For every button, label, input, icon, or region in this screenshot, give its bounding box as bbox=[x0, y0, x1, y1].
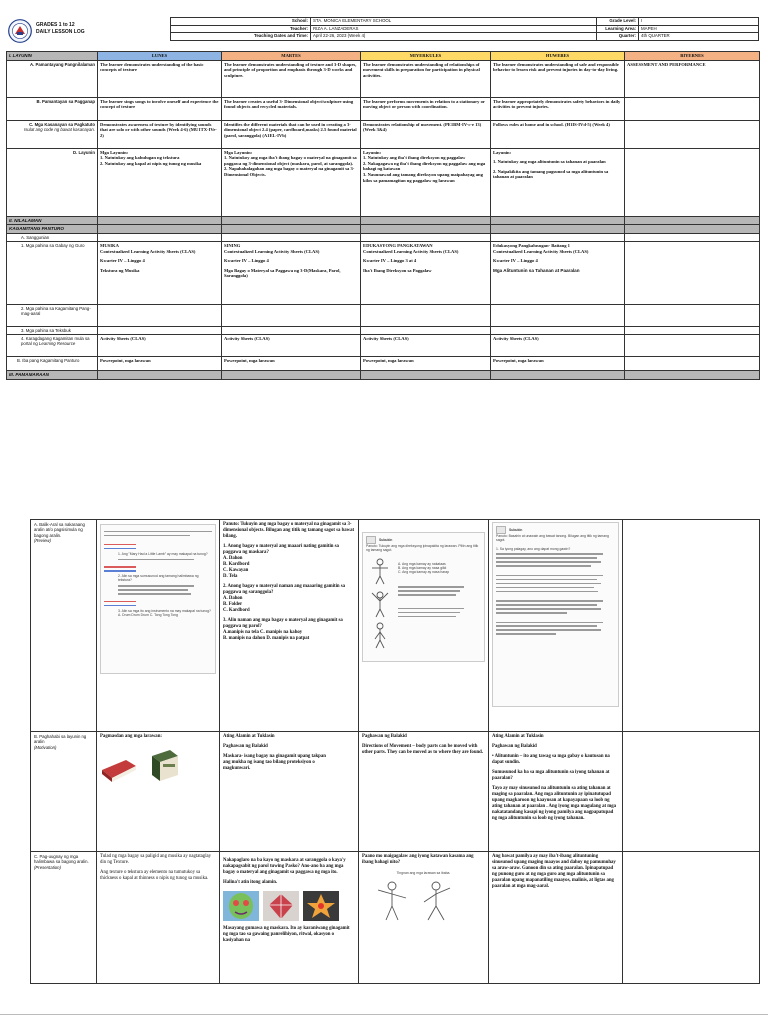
row-label-text: C. Pag-uugnay ng mga halimbawa sa bagong aralin. bbox=[34, 854, 89, 865]
area-label: Learning Area: bbox=[597, 25, 639, 33]
cell-biyernes bbox=[625, 148, 760, 216]
worksheet-option: C. Ang mga kamay ay nasa harap bbox=[398, 570, 450, 575]
row-label-note: Isulat ang code ng bawat kasanayan. bbox=[24, 126, 95, 132]
book-pictures bbox=[100, 748, 216, 782]
row-pamantayan-sa-pagganap bbox=[7, 97, 760, 120]
quiz-option: B. manipis na dahon D. manipis na patpat bbox=[223, 636, 310, 641]
cell-huwebes bbox=[491, 148, 625, 216]
day-lunes: LUNES bbox=[98, 52, 222, 61]
worksheet-title: Subukin bbox=[379, 537, 393, 542]
row-label-note: (Presentation) bbox=[34, 864, 61, 870]
row-label-note: (Motivation) bbox=[34, 744, 57, 750]
topic: Tekstura ng Musika bbox=[100, 267, 140, 273]
row-label-text: B. Paghahabi sa layunin ng aralin bbox=[34, 734, 87, 745]
topic: Mga Alituntunin sa Tahanan at Paaralan bbox=[493, 267, 580, 273]
quiz-question: 2. Anong bagay o materyal naman ang maaaring gamitin sa paggawa ng saranggola? bbox=[223, 584, 346, 595]
worksheet-question: 1. Ang "Mary Had a Little Lamb" ay may makapal na tunog? bbox=[118, 551, 208, 556]
cell-huwebes: Follows rules at home and in school. (H1IS-IVd-5) (Week 4) bbox=[491, 120, 625, 148]
section-pamamaraan: III. PAMAMARAAN bbox=[7, 371, 98, 380]
row-label bbox=[7, 335, 98, 357]
instruction: Pagmasdan ang mga larawan: bbox=[100, 734, 162, 739]
row-label: A. Sanggunian bbox=[7, 233, 98, 241]
cell-miyerkules bbox=[359, 732, 489, 852]
row-kagamitang-pang-mag-aaral bbox=[7, 304, 760, 326]
worksheet-thumbnail bbox=[492, 522, 619, 707]
procedure-table bbox=[30, 519, 760, 984]
subject: MUSIKA bbox=[100, 242, 119, 248]
row-label bbox=[31, 852, 97, 984]
objective-item: 3. Nauunawad ang tamang direksyon upang maipahayag ang kilos sa pamamagitan ng paggalaw ng larawan bbox=[363, 171, 483, 183]
day-header-row bbox=[7, 52, 760, 61]
row-review bbox=[31, 520, 760, 732]
day-huwebes: HUWEBES bbox=[491, 52, 625, 61]
worksheet-question: 2. Alin sa mga sumusunod ang tamang halimbawa ng tekstura? bbox=[118, 574, 199, 583]
cell-huwebes: Ang bawat pamilya ay may iba't-ibang alituntuning sinusunod upang maging maayos and dahoy ng pamumuhay sa araw-araw. Ganoon din sa ating paaralan. Ipinapatupad ng punong guro at ng mga guro ang mga alituntunin sa paaralan upang mapanatiling maayos, malinis, at ligtas ang paaralan at mga mag-aaral. bbox=[489, 852, 623, 984]
objective-title: Mga Layunin: bbox=[100, 149, 129, 155]
worksheet-text: Panuto: Basahin at unawain ang bawat tanong. Bilugan ang titik ng tamang sagot. bbox=[496, 534, 609, 543]
cell-huwebes: The learner demonstrates understanding of safe and responsible behavior to lessen risk and prevent injuries in day-to-day living. bbox=[491, 60, 625, 97]
cell-lunes bbox=[98, 148, 222, 216]
quiz-option: C. Kardbord bbox=[223, 608, 250, 613]
day-miyerkules: MIYERKULES bbox=[361, 52, 491, 61]
quiz-option: D. Tela bbox=[223, 574, 238, 579]
row-gabay-ng-guro bbox=[7, 241, 760, 304]
worksheet-text: Panuto: Tukuyin ang mga direksyong ipinapakita ng larawan. Piliin ang titik ng tamang sagot. bbox=[366, 544, 479, 553]
cell-martes bbox=[222, 241, 361, 304]
row-learning-resource bbox=[7, 335, 760, 357]
cell-martes bbox=[220, 852, 359, 984]
cell-biyernes bbox=[623, 732, 760, 852]
cell-huwebes: The learner appropriately demonstrates safety behaviors in daily activities to prevent injuries. bbox=[491, 97, 625, 120]
heading: Ating Alamin at Tuklasin bbox=[223, 734, 275, 739]
definition: • Alituntunin – ito ang tawag sa mga gabay o kautusan na dapat sundin. bbox=[492, 754, 610, 765]
row-label: 1. Mga pahina sa Gabay ng Guro bbox=[7, 241, 98, 304]
book-icon bbox=[366, 536, 376, 544]
row-label bbox=[7, 120, 98, 148]
cell-huwebes: Powerpoint, mga larawan bbox=[491, 357, 625, 371]
row-label-text: 4. Karagdagang Kagamitan mula sa portal ng bbox=[21, 336, 90, 347]
paragraph: Nakapaglaro na ba kayo ng maskara at saranggola o kaya'y nakapagsabit ng parol tuwing Pasko? Ano-ano ba ang mga bagay o materyal ang ginagamit sa paggawa ng mga ito. bbox=[223, 858, 346, 875]
teacher-label: Teacher: bbox=[171, 25, 311, 33]
grade-label: Grade Level: bbox=[597, 18, 639, 26]
cell-miyerkules: Demonstrates relationship of movement. (PE1BM-IV-c-e 13) (Week 3&4) bbox=[361, 120, 491, 148]
paragraph: Ang texture o tekstura ay elemento na tumutukoy sa thickness o kapal at thinness o nipis ng tunog sa musika. bbox=[100, 870, 209, 881]
week: Kwarter IV – Linggo 4 bbox=[100, 258, 145, 264]
quiz-option: B. Folder bbox=[223, 602, 243, 607]
objective-title: Layunin: bbox=[363, 149, 382, 155]
cell-miyerkules: Activity Sheets (CLAS) bbox=[361, 335, 491, 357]
clas: Contextualized Learning Activity Sheets (CLAS) bbox=[224, 248, 320, 254]
worksheet-question: 1. Sa iyong palagay, ano ang dapat mong gawin? bbox=[496, 546, 571, 551]
question: Paano mo maigagalaw ang iyong katawan kasama ang ibang bahagi nito? bbox=[362, 854, 474, 865]
cell-lunes: The learner demonstrates understanding of the basic concepts of texture bbox=[98, 60, 222, 97]
row-label bbox=[31, 732, 97, 852]
row-kasanayan-sa-pagkatuto bbox=[7, 120, 760, 148]
grade-value: I bbox=[639, 18, 759, 26]
cell-lunes: The learner sings songs to involve oneself and experience the concept of texture bbox=[98, 97, 222, 120]
row-teksbuk bbox=[7, 326, 760, 334]
section-nilalaman: II. NILALAMAN bbox=[7, 216, 98, 225]
cell-biyernes bbox=[625, 97, 760, 120]
clas: Contextualized Learning Activity Sheets (CLAS) bbox=[493, 248, 589, 254]
row-layunin bbox=[7, 148, 760, 216]
cell-martes bbox=[220, 520, 359, 732]
cell-lunes: Powerpoint, mga larawan bbox=[98, 357, 222, 371]
kite-picture bbox=[263, 891, 299, 921]
cell-miyerkules bbox=[361, 148, 491, 216]
header-info-table bbox=[170, 17, 759, 41]
subheading: Paghawan ng Balakid bbox=[492, 744, 537, 749]
worksheet-title: Subukin bbox=[509, 527, 523, 532]
page-divider bbox=[0, 1014, 768, 1015]
objective-title: Layunin: bbox=[493, 149, 512, 155]
quiz-instructions: Panuto: Tukuyin ang mga bagay o materyal na ginagamit sa 3-dimensional objects. Bilugan ang titik ng tamang sagot sa bawat bilang. bbox=[223, 522, 355, 539]
clas: Contextualized Learning Activity Sheets (CLAS) bbox=[363, 248, 459, 254]
row-label-note: (Review) bbox=[34, 537, 51, 543]
cell-miyerkules: Powerpoint, mga larawan bbox=[361, 357, 491, 371]
day-biyernes: BIYERNES bbox=[625, 52, 760, 61]
quarter-label: Quarter: bbox=[597, 33, 639, 41]
quiz-option: B. Kardbord bbox=[223, 562, 250, 567]
body-movement-illustration bbox=[362, 878, 472, 924]
area-value: MAPEH bbox=[639, 25, 759, 33]
definition: Directions of Movement – body parts can be moved with other parts. They can be moved as to where they are found. bbox=[362, 744, 484, 755]
subheading: Paghawan ng Balakid bbox=[362, 734, 407, 739]
objective-item: 2. Napahahalagahan ang mga bagay o materyal na ginagamit sa 3- Dimensional Objects. bbox=[224, 166, 355, 177]
quiz-option: A.manipis na tela C. manipis na kahoy bbox=[223, 630, 303, 635]
row-presentation bbox=[31, 852, 760, 984]
subheading: Paghawan ng Balakid bbox=[223, 744, 268, 749]
cell-martes bbox=[220, 732, 359, 852]
quarter-value: 4th QUARTER bbox=[639, 33, 759, 41]
subject: EDUKASYONG PANGKATAWAN bbox=[363, 242, 433, 248]
row-label: B. Iba pang Kagamitang Panturo bbox=[7, 357, 98, 371]
objective-item: 1. Natutukoy ang mga iba't ibang bagay o materyal na ginagamit sa paggawa ng 3-dimensional object (maskara, parol, at saranggola). bbox=[224, 155, 357, 166]
cell-huwebes: Activity Sheets (CLAS) bbox=[491, 335, 625, 357]
worksheet-thumbnail bbox=[362, 532, 485, 662]
paragraph: Tayo ay may sinusunod na alituntunin sa ating tahanan at maging sa paaralan. Ang mga alituntunin ay ipinatutupad upang magkaroon ng kaayusan at kapayapaan sa loob ng ating tahanan at paaralan . Ang iyong mga magulang at mga nakatatandang kasapi ng iyong pamilya ang nagpapatupad ng mga alituntunin sa loob ng iyong tahanan. bbox=[492, 786, 617, 821]
row-label: A. Pamantayang Pangnilalaman bbox=[7, 60, 98, 97]
objective-title: Mga Layunin: bbox=[224, 149, 253, 155]
cell-lunes bbox=[98, 241, 222, 304]
week: Kwarter IV – Linggo 4 bbox=[224, 258, 269, 264]
paragraph: Tulad ng mga bagay sa paligid ang musika ay nagtataglay din ng Texture. bbox=[100, 854, 212, 865]
clas: Contextualized Learning Activity Sheets (CLAS) bbox=[100, 248, 196, 254]
objective-item: 1. Natutukoy ang mga alituntunin sa tahanan at paaralan bbox=[493, 159, 606, 165]
cell-miyerkules bbox=[359, 852, 489, 984]
green-book-picture bbox=[148, 748, 180, 782]
paragraph: Masayang gumawa ng maskara. Ito ay karaniwang ginagamit ng mga tao sa gawaing panrelihiyon, ritwal, okasyon o kasiyahan na bbox=[223, 926, 350, 943]
row-label: 3. Mga pahina sa Teksbuk bbox=[7, 326, 98, 334]
subject: SINING bbox=[224, 242, 241, 248]
quiz-option: A. Dahon bbox=[223, 556, 243, 561]
lesson-log-table bbox=[6, 51, 760, 380]
section-layunin: I. LAYUNIN bbox=[7, 52, 98, 61]
red-book-picture bbox=[100, 756, 138, 782]
topic: Mga Bagay o Materyal sa Paggawa ng 3-D(Maskara, Parol, Saranggola) bbox=[224, 267, 341, 279]
school-value: STA. MONICA ELEMENTARY SCHOOL bbox=[311, 18, 597, 26]
day-martes: MARTES bbox=[222, 52, 361, 61]
row-iba-pang-kagamitan bbox=[7, 357, 760, 371]
cell-martes bbox=[222, 148, 361, 216]
lantern-picture bbox=[303, 891, 339, 921]
section-nilalaman-row bbox=[7, 216, 760, 225]
stick-figures-illustration bbox=[366, 556, 394, 651]
paragraph: Halina't atin itong alamin. bbox=[223, 880, 278, 885]
quiz-question: 1. Anong bagay o materyal ang maaari nating gamitin sa paggawa ng maskara? bbox=[223, 544, 339, 555]
cell-biyernes bbox=[623, 852, 760, 984]
definition: Maskara- isang bagay na ginagamit upang takpan ang mukha ng isang tao bilang proteksiyon o magkunwari. bbox=[223, 754, 326, 771]
cell-huwebes bbox=[491, 241, 625, 304]
cell-martes: Activity Sheets (CLAS) bbox=[222, 335, 361, 357]
row-label: 2. Mga pahina sa Kagamitang Pang-mag-aaral bbox=[7, 304, 98, 326]
cell-lunes bbox=[97, 732, 220, 852]
quiz-option: C. Kawayan bbox=[223, 568, 249, 573]
worksheet-options: A. Drum Drum Drum C. Tong Tong Tong bbox=[118, 613, 178, 617]
question: Sumusunod ka ba sa mga alituntunin sa iyong tahanan at paaralan? bbox=[492, 770, 610, 781]
subject: Edukasyong Pangkalusugan- Baitang 1 bbox=[493, 242, 570, 248]
row-label-text: A. Balik-Aral sa nakaraang aralin at/o pagsisimula ng bagong aralin. bbox=[34, 522, 85, 538]
mask-kite-lantern-pictures bbox=[223, 891, 355, 921]
worksheet-question: 3. Alin sa mga ito ang instrumento na may makapal na tunog? bbox=[118, 608, 211, 613]
cell-huwebes bbox=[489, 520, 623, 732]
cell-biyernes bbox=[625, 120, 760, 148]
cell-lunes: Demonstrates awareness of texture by identifying sounds that are solo or with other sounds (Week 4-6) (MU1TX-IVe-2) bbox=[98, 120, 222, 148]
cell-biyernes bbox=[625, 335, 760, 357]
cell-huwebes bbox=[489, 732, 623, 852]
brand-line1: GRADES 1 to 12 bbox=[36, 22, 75, 28]
dates-value: April 22-26, 2023 (Week 4) bbox=[311, 33, 597, 41]
cell-biyernes bbox=[625, 357, 760, 371]
book-icon bbox=[496, 526, 506, 534]
heading: Ating Alamin at Tuklasin bbox=[492, 734, 544, 739]
objective-item: 2. Natutukoy ang kapal at nipis ng tunog ng musika bbox=[100, 160, 202, 166]
row-motivation bbox=[31, 732, 760, 852]
quiz-option: A. Dahon bbox=[223, 596, 243, 601]
section-pamamaraan-row bbox=[7, 371, 760, 380]
objective-item: 1. Natutukoy ang kahulugan ng tekstura bbox=[100, 155, 180, 161]
row-pamantayang-pangnilalaman bbox=[7, 60, 760, 97]
row-label: D. Layunin bbox=[7, 148, 98, 216]
objective-item: 2. Naipakikita ang tamang pagsunod sa mga alituntunin sa tahanan at paaralan bbox=[493, 168, 609, 180]
worksheet-option: B. Ang mga kamay ay nasa gilid bbox=[398, 565, 447, 570]
topic: Iba't Ibang Direksyon sa Paggalaw bbox=[363, 267, 432, 273]
row-label-text: C. Mga Kasanayan sa Pagkatuto bbox=[29, 121, 95, 127]
worksheet-thumbnail bbox=[100, 524, 216, 674]
cell-martes: The learner demonstrates understanding of texture and 3-D shapes, and principle of proportion and emphasis through 3-D works and sculpture. bbox=[222, 60, 361, 97]
objective-item: 2. Nakagagawa ng iba't ibang direksyon ng paggalaw ang mga bahagi ng katawan bbox=[363, 160, 486, 172]
week: Kwarter IV – Linggo 4 bbox=[493, 258, 538, 264]
cell-miyerkules: The learner demonstrates understanding of relationships of movement skills in preparation for participation in physical activities. bbox=[361, 60, 491, 97]
cell-martes: The learner creates a useful 3- Dimensional object/sculpture using found objects and recycled materials. bbox=[222, 97, 361, 120]
section-kagamitan-row bbox=[7, 225, 760, 234]
cell-miyerkules bbox=[361, 241, 491, 304]
cell-lunes bbox=[97, 852, 220, 984]
cell-miyerkules bbox=[359, 520, 489, 732]
dates-label: Teaching Dates and Time: bbox=[171, 33, 311, 41]
caption: Tingnan ang mga larawan sa ibaba. bbox=[396, 871, 451, 875]
row-label bbox=[31, 520, 97, 732]
cell-biyernes bbox=[625, 241, 760, 304]
deped-seal-logo bbox=[8, 19, 32, 43]
teacher-value: RIZA A. LANZADERAS bbox=[311, 25, 597, 33]
row-label-note: Learning Resource bbox=[38, 341, 76, 347]
cell-martes: Powerpoint, mga larawan bbox=[222, 357, 361, 371]
cell-martes: Identifies the different materials that can be used in creating a 3-dimensional object 2.4 (paper, cardboard,masks) 2.5 found material (parol, saranggola) (A1EL-IVb) bbox=[222, 120, 361, 148]
week: Kwarter IV – Linggo 3 at 4 bbox=[363, 258, 417, 264]
section-kagamitan: KAGAMITANG PANTURO bbox=[7, 225, 98, 234]
brand-line2: DAILY LESSON LOG bbox=[36, 29, 85, 35]
worksheet-option: A. Ang mga kamay ay nakataas bbox=[398, 561, 446, 566]
objective-item: 1. Natutukoy ang iba't ibang direksyon ng paggalaw bbox=[363, 155, 466, 161]
cell-lunes bbox=[97, 520, 220, 732]
cell-miyerkules: The learner performs movements in relation to a stationary or moving object or person with coordination. bbox=[361, 97, 491, 120]
school-label: School: bbox=[171, 18, 311, 26]
quiz-question: 3. Alin naman ang mga bagay o materyal ang ginagamit sa paggawa ng parol? bbox=[223, 618, 343, 629]
mask-picture bbox=[223, 891, 259, 921]
cell-biyernes: ASSESSMENT AND PERFORMANCE bbox=[625, 60, 760, 97]
cell-lunes: Activity Sheets (CLAS) bbox=[98, 335, 222, 357]
cell-biyernes bbox=[623, 520, 760, 732]
brand-title bbox=[36, 22, 85, 36]
row-sanggunian bbox=[7, 233, 760, 241]
row-label: B. Pamantayan sa Pagganap bbox=[7, 97, 98, 120]
